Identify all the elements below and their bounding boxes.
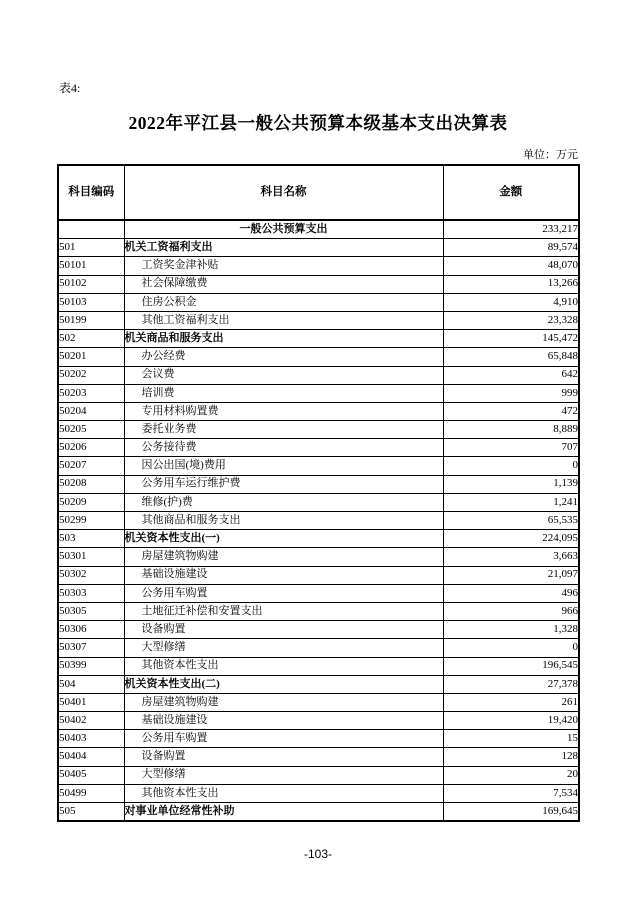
- code-cell: 50305: [58, 602, 124, 620]
- header-amount: 金额: [443, 165, 579, 220]
- amount-cell: 15: [443, 730, 579, 748]
- table-header: [58, 165, 579, 220]
- table-row: [58, 730, 579, 748]
- table-row: [58, 530, 579, 548]
- code-cell: 50209: [58, 493, 124, 511]
- amount-cell: 999: [443, 384, 579, 402]
- name-cell: 维修(护)费: [124, 493, 443, 511]
- table-row: [58, 602, 579, 620]
- unit-note: 单位：万元: [523, 149, 578, 161]
- code-cell: 50208: [58, 475, 124, 493]
- table-row: [58, 421, 579, 439]
- table-row: [58, 675, 579, 693]
- amount-cell: 0: [443, 639, 579, 657]
- code-cell: 50207: [58, 457, 124, 475]
- table-row: [58, 402, 579, 420]
- budget-table: [57, 164, 580, 822]
- table-row: [58, 748, 579, 766]
- code-cell: 50201: [58, 348, 124, 366]
- amount-cell: 3,663: [443, 548, 579, 566]
- table-row: [58, 712, 579, 730]
- amount-cell: 145,472: [443, 330, 579, 348]
- name-cell: 机关资本性支出(二): [124, 675, 443, 693]
- amount-cell: 19,420: [443, 712, 579, 730]
- table-row: [58, 439, 579, 457]
- table-row: [58, 639, 579, 657]
- table-row: [58, 366, 579, 384]
- code-cell: 50206: [58, 439, 124, 457]
- amount-cell: 966: [443, 602, 579, 620]
- amount-cell: 65,535: [443, 512, 579, 530]
- name-cell: 培训费: [124, 384, 443, 402]
- code-cell: 501: [58, 239, 124, 257]
- table-row: [58, 803, 579, 822]
- table-row: [58, 348, 579, 366]
- amount-cell: 8,889: [443, 421, 579, 439]
- table-row: [58, 512, 579, 530]
- amount-cell: 27,378: [443, 675, 579, 693]
- amount-cell: 642: [443, 366, 579, 384]
- name-cell: 大型修缮: [124, 639, 443, 657]
- name-cell: 其他工资福利支出: [124, 311, 443, 329]
- amount-cell: 48,070: [443, 257, 579, 275]
- name-cell: 专用材料购置费: [124, 402, 443, 420]
- code-cell: 50303: [58, 584, 124, 602]
- amount-cell: 196,545: [443, 657, 579, 675]
- name-cell: 公务接待费: [124, 439, 443, 457]
- table-row: [58, 657, 579, 675]
- name-cell: 其他资本性支出: [124, 784, 443, 802]
- code-cell: 50204: [58, 402, 124, 420]
- table-row: [58, 566, 579, 584]
- name-cell: 机关工资福利支出: [124, 239, 443, 257]
- table-row: [58, 293, 579, 311]
- table-row: [58, 621, 579, 639]
- name-cell: 会议费: [124, 366, 443, 384]
- name-cell: 其他资本性支出: [124, 657, 443, 675]
- table-row: [58, 584, 579, 602]
- name-cell: 设备购置: [124, 621, 443, 639]
- header-code: 科目编码: [58, 165, 124, 220]
- code-cell: 50205: [58, 421, 124, 439]
- amount-cell: 89,574: [443, 239, 579, 257]
- name-cell: 社会保障缴费: [124, 275, 443, 293]
- name-cell: 房屋建筑物购建: [124, 548, 443, 566]
- code-cell: 502: [58, 330, 124, 348]
- amount-cell: 0: [443, 457, 579, 475]
- amount-cell: 23,328: [443, 311, 579, 329]
- name-cell: 基础设施建设: [124, 566, 443, 584]
- table-row: [58, 784, 579, 802]
- amount-cell: 261: [443, 693, 579, 711]
- table-row: [58, 548, 579, 566]
- name-cell: 设备购置: [124, 748, 443, 766]
- amount-cell: 7,534: [443, 784, 579, 802]
- code-cell: 50403: [58, 730, 124, 748]
- amount-cell: 472: [443, 402, 579, 420]
- code-cell: 504: [58, 675, 124, 693]
- code-cell: 505: [58, 803, 124, 822]
- table-row: [58, 257, 579, 275]
- amount-cell: 1,241: [443, 493, 579, 511]
- code-cell: 50307: [58, 639, 124, 657]
- header-name: 科目名称: [124, 165, 443, 220]
- code-cell: 50101: [58, 257, 124, 275]
- name-cell: 机关商品和服务支出: [124, 330, 443, 348]
- table-row: [58, 220, 579, 239]
- amount-cell: 1,139: [443, 475, 579, 493]
- name-cell: 公务用车购置: [124, 584, 443, 602]
- amount-cell: 13,266: [443, 275, 579, 293]
- amount-cell: 128: [443, 748, 579, 766]
- table-row: [58, 493, 579, 511]
- table-label: 表4:: [59, 81, 81, 95]
- name-cell: 一般公共预算支出: [124, 220, 443, 239]
- name-cell: 土地征迁补偿和安置支出: [124, 602, 443, 620]
- name-cell: 委托业务费: [124, 421, 443, 439]
- name-cell: 大型修缮: [124, 766, 443, 784]
- amount-cell: 20: [443, 766, 579, 784]
- page-number: -103-: [303, 847, 332, 861]
- code-cell: 50299: [58, 512, 124, 530]
- code-cell: [58, 220, 124, 239]
- name-cell: 机关资本性支出(一): [124, 530, 443, 548]
- name-cell: 公务用车购置: [124, 730, 443, 748]
- code-cell: 50103: [58, 293, 124, 311]
- table-row: [58, 311, 579, 329]
- code-cell: 50301: [58, 548, 124, 566]
- table-body: [58, 220, 579, 821]
- name-cell: 基础设施建设: [124, 712, 443, 730]
- name-cell: 公务用车运行维护费: [124, 475, 443, 493]
- table-row: [58, 693, 579, 711]
- code-cell: 50302: [58, 566, 124, 584]
- amount-cell: 233,217: [443, 220, 579, 239]
- amount-cell: 224,095: [443, 530, 579, 548]
- code-cell: 50102: [58, 275, 124, 293]
- code-cell: 50404: [58, 748, 124, 766]
- amount-cell: 496: [443, 584, 579, 602]
- code-cell: 50402: [58, 712, 124, 730]
- code-cell: 50203: [58, 384, 124, 402]
- table-row: [58, 457, 579, 475]
- name-cell: 房屋建筑物购建: [124, 693, 443, 711]
- code-cell: 50405: [58, 766, 124, 784]
- name-cell: 因公出国(境)费用: [124, 457, 443, 475]
- code-cell: 503: [58, 530, 124, 548]
- name-cell: 工资奖金津补贴: [124, 257, 443, 275]
- amount-cell: 169,645: [443, 803, 579, 822]
- amount-cell: 4,910: [443, 293, 579, 311]
- name-cell: 办公经费: [124, 348, 443, 366]
- name-cell: 住房公积金: [124, 293, 443, 311]
- table-row: [58, 275, 579, 293]
- table-row: [58, 330, 579, 348]
- amount-cell: 65,848: [443, 348, 579, 366]
- code-cell: 50399: [58, 657, 124, 675]
- name-cell: 其他商品和服务支出: [124, 512, 443, 530]
- table-row: [58, 384, 579, 402]
- header-row: [58, 165, 579, 220]
- amount-cell: 1,328: [443, 621, 579, 639]
- amount-cell: 707: [443, 439, 579, 457]
- code-cell: 50202: [58, 366, 124, 384]
- code-cell: 50401: [58, 693, 124, 711]
- code-cell: 50499: [58, 784, 124, 802]
- code-cell: 50199: [58, 311, 124, 329]
- table-row: [58, 766, 579, 784]
- table-row: [58, 239, 579, 257]
- amount-cell: 21,097: [443, 566, 579, 584]
- table-row: [58, 475, 579, 493]
- page-title: 2022年平江县一般公共预算本级基本支出决算表: [128, 113, 508, 133]
- code-cell: 50306: [58, 621, 124, 639]
- name-cell: 对事业单位经常性补助: [124, 803, 443, 822]
